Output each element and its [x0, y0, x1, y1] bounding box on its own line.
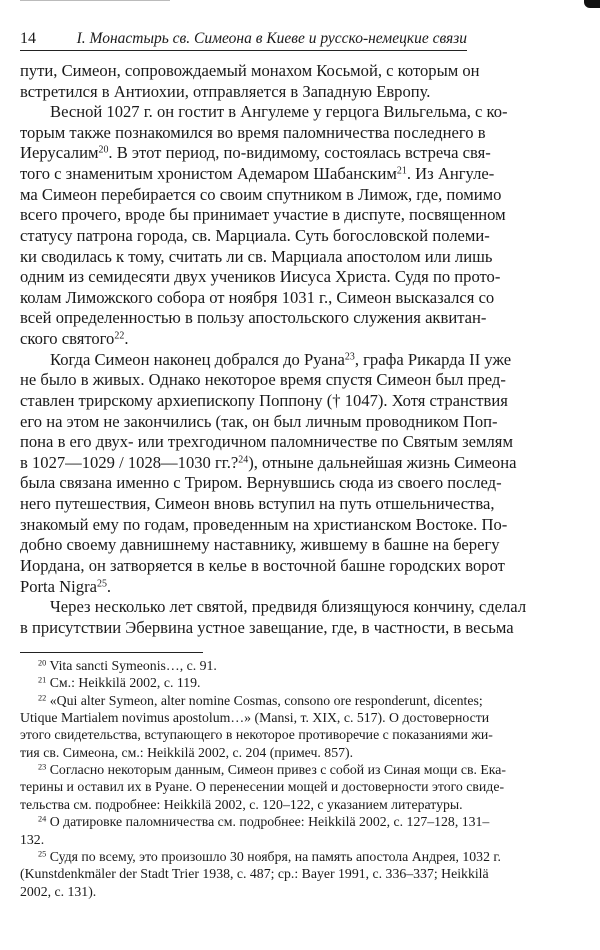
body-line — [20, 452, 517, 473]
body-line — [20, 184, 502, 205]
body-line — [20, 225, 490, 246]
footnote-reference: 21 — [396, 165, 407, 177]
text-segment: Весной 1027 г. он гостит в Ангулеме у герцога Вильгельма, с ко- — [50, 102, 508, 122]
text-segment: . — [124, 329, 129, 349]
text-segment: 2002, с. 131). — [20, 883, 97, 899]
text-segment: тия св. Симеона, см.: Heikkilä 2002, с. 204 (примеч. 857). — [20, 744, 354, 760]
footnote-reference: 22 — [114, 330, 125, 342]
body-line — [20, 555, 505, 576]
text-segment: О датировке паломничества см. подробнее: Heikkilä 2002, с. 127–128, 131– — [46, 814, 490, 830]
footnote-reference: 20 — [38, 658, 47, 668]
body-line — [20, 411, 498, 432]
body-line — [20, 390, 508, 411]
text-segment: . — [106, 576, 112, 596]
text-segment: , графа Рикарда II уже — [354, 349, 512, 369]
text-segment: знакомый ему по годам, проведенным на христианском Востоке. По- — [20, 514, 508, 534]
text-segment: Иордана, он затворяется в келье в восточной башне городских ворот — [20, 555, 505, 575]
footnote-reference: 22 — [38, 693, 47, 703]
footnote-line — [38, 762, 507, 778]
text-segment: Utique Martialem novimus apostolum…» (Mansi, т. XIX, с. 517). О достоверности — [20, 710, 490, 726]
footnote-divider — [20, 652, 203, 653]
footnote-reference: 24 — [38, 814, 47, 824]
text-segment: одним из семидесяти двух учеников Иисуса Христа. Судя по прото- — [20, 267, 501, 287]
body-line — [20, 143, 491, 163]
body-line — [20, 535, 500, 555]
text-segment: Иерусалим — [20, 143, 99, 163]
text-segment: него путешествия, Симеон вновь вступил на путь отшельничества, — [20, 494, 495, 514]
text-segment: всей определенностью в пользу апостольского служения аквитан- — [20, 308, 487, 328]
body-line — [20, 287, 495, 308]
body-line — [20, 432, 513, 452]
body-line — [20, 577, 467, 597]
body-line — [20, 473, 502, 493]
text-segment: пути, Симеон, сопровождаемый монахом Косьмой, с которым он — [20, 61, 480, 80]
footnote-reference: 25 — [96, 578, 107, 590]
footnote-reference: 20 — [98, 145, 109, 156]
footnote-line — [20, 832, 467, 848]
footnote-line — [20, 884, 467, 900]
footnote-line — [38, 658, 467, 674]
body-line — [20, 246, 493, 267]
text-segment: в присутствии Эбервина устное завещание, где, в частности, в весьма — [20, 617, 514, 637]
text-segment: Когда Симеон наконец добрался до Руана — [50, 349, 345, 369]
text-segment: . В этот период, по-видимому, состоялась встреча свя- — [108, 143, 491, 163]
text-segment: «Qui alter Symeon, alter nomine Cosmas, consono ore responderunt, dicentes; — [46, 692, 483, 708]
text-segment: статусу патрона города, св. Марциала. Суть богословской полеми- — [20, 225, 490, 245]
text-segment: всего прочего, вроде бы принимает участие в диспуте, посвященном — [20, 205, 506, 225]
body-line — [50, 597, 527, 617]
text-segment: не было в живых. Однако некоторое время спустя Симеон был пред- — [20, 370, 506, 390]
text-segment: тельства см. подробнее: Heikkilä 2002, с. 120–122, с указанием литературы. — [20, 796, 463, 812]
body-line — [20, 205, 506, 225]
text-segment: (Kunstdenkmäler der Stadt Trier 1938, с. 487; ср.: Bayer 1991, с. 336–337; Heikkilä — [20, 866, 489, 882]
text-segment: ставлен трирскому архиепископу Поппону († 1047). Хотя странствия — [20, 390, 508, 410]
text-segment: добно своему давнишнему наставнику, жившему в башне на берегу — [20, 535, 500, 555]
body-line — [50, 102, 508, 122]
footnote-line — [20, 797, 467, 813]
footnote-line — [20, 745, 467, 761]
text-segment: См.: Heikkilä 2002, с. 119. — [46, 675, 201, 691]
body-line — [50, 349, 512, 370]
body-line — [20, 329, 467, 349]
body-line — [20, 494, 495, 514]
footnote-line — [20, 727, 493, 743]
footnote-reference: 24 — [238, 454, 249, 466]
body-line — [20, 617, 514, 638]
scan-artifact-mark — [584, 0, 600, 8]
body-line — [20, 514, 508, 535]
text-segment: встретился в Антиохии, отправляется в Западную Европу. — [20, 81, 431, 101]
footnote-reference: 23 — [38, 762, 47, 772]
text-segment: его на этом не закончились (так, он был личным проводником Поп- — [20, 411, 498, 431]
footnote-reference: 21 — [38, 675, 47, 685]
text-segment: Судя по всему, это произошло 30 ноября, на память апостола Андрея, 1032 г. — [46, 848, 501, 864]
text-segment: . Из Ангуле- — [406, 164, 495, 184]
footnote-reference: 25 — [38, 849, 47, 859]
body-line — [20, 82, 467, 102]
text-segment: Через несколько лет святой, предвидя близящуюся кончину, сделал — [50, 597, 527, 617]
text-segment: пона в его двух- или трехгодичном паломничестве по Святым землям — [20, 432, 513, 452]
body-line — [20, 308, 487, 328]
text-segment: Согласно некоторым данным, Симеон привез с собой из Синая мощи св. Ека- — [46, 762, 507, 778]
text-segment: ), отныне дальнейшая жизнь Симеона — [248, 452, 517, 472]
body-line — [20, 267, 501, 287]
body-line — [20, 164, 495, 184]
footnote-line — [38, 675, 467, 691]
body-line — [20, 370, 506, 390]
footnote-line — [38, 848, 501, 865]
footnote-line — [38, 692, 483, 709]
scan-artifact-line — [20, 0, 170, 1]
text-segment: ма Симеон перебирается со своим спутником в Лимож, где, помимо — [20, 184, 502, 204]
text-segment: торым также познакомился во время паломничества последнего в — [20, 122, 486, 142]
text-segment: была связана именно с Триром. Вернувшись сюда из своего послед- — [20, 473, 502, 493]
body-line — [20, 122, 486, 143]
text-segment: Vita sancti Symeonis…, с. 91. — [46, 658, 217, 673]
page-header — [20, 30, 467, 51]
footnote-line — [20, 866, 489, 882]
running-title: I. Монастырь св. Симеона в Киеве и русско-немецкие связи — [76, 30, 467, 47]
footnote-line — [20, 710, 490, 726]
text-segment: того с знаменитым хронистом Адемаром Шабанским — [20, 164, 397, 184]
page-number: 14 — [20, 30, 36, 47]
footnote-reference: 23 — [344, 351, 355, 363]
text-segment: Porta Nigra — [20, 576, 97, 596]
footnote-line — [20, 779, 505, 795]
body-line — [20, 61, 480, 81]
footnote-line — [38, 814, 490, 830]
text-segment: ки сводилась к тому, считать ли св. Марциала апостолом или лишь — [20, 246, 493, 266]
text-segment: терины и оставил их в Руане. О перенесении мощей и достоверности этого свиде- — [20, 779, 505, 795]
text-segment: колам Лиможского собора от ноября 1031 г., Симеон высказался со — [20, 287, 495, 307]
text-segment: 132. — [20, 831, 45, 847]
text-segment: в 1027—1029 / 1028—1030 гг.? — [20, 452, 239, 472]
text-segment: ского святого — [20, 329, 115, 349]
text-segment: этого свидетельства, вступающего в некоторое противоречие с показаниями жи- — [20, 727, 493, 743]
